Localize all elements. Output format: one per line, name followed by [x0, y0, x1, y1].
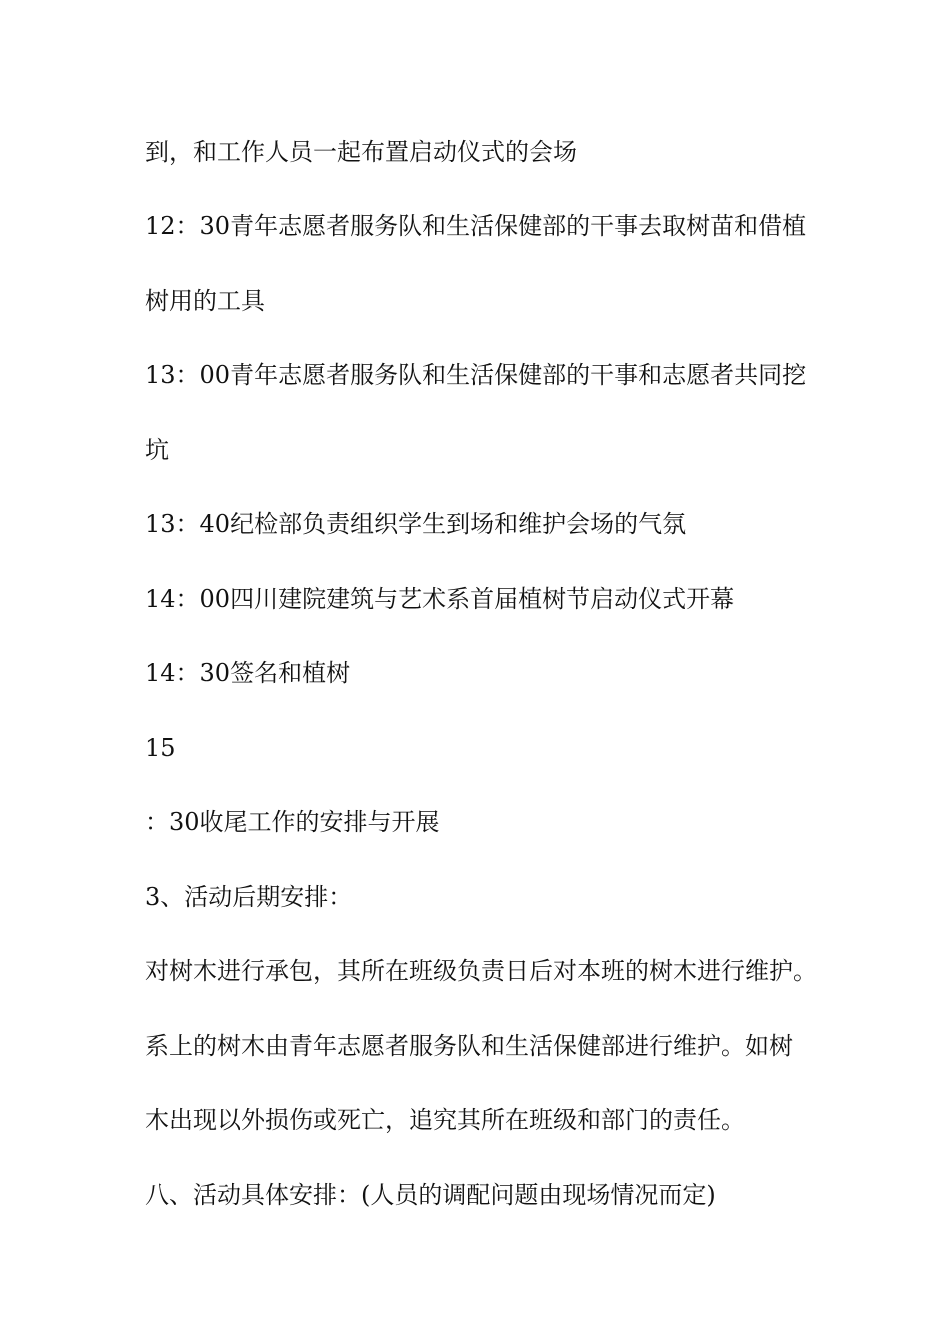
text-line: 八、活动具体安排：(人员的调配问题由现场情况而定) — [145, 1181, 716, 1209]
text-line: ：30收尾工作的安排与开展 — [145, 808, 440, 836]
text-line: 13：00青年志愿者服务队和生活保健部的干事和志愿者共同挖 — [145, 361, 807, 389]
text-line: 对树木进行承包，其所在班级负责日后对本班的树木进行维护。 — [145, 957, 817, 985]
text-line: 木出现以外损伤或死亡，追究其所在班级和部门的责任。 — [145, 1106, 745, 1134]
text-line: 系上的树木由青年志愿者服务队和生活保健部进行维护。如树 — [145, 1032, 793, 1060]
text-line: 3、活动后期安排： — [145, 883, 353, 911]
text-line: 坑 — [145, 436, 169, 464]
text-line: 12：30青年志愿者服务队和生活保健部的干事去取树苗和借植 — [145, 212, 807, 240]
text-line: 到，和工作人员一起布置启动仪式的会场 — [145, 138, 577, 166]
text-line: 14：00四川建院建筑与艺术系首届植树节启动仪式开幕 — [145, 585, 735, 613]
text-line: 15 — [145, 734, 176, 762]
text-line: 树用的工具 — [145, 287, 265, 315]
text-line: 14：30签名和植树 — [145, 659, 351, 687]
text-line: 13：40纪检部负责组织学生到场和维护会场的气氛 — [145, 510, 687, 538]
